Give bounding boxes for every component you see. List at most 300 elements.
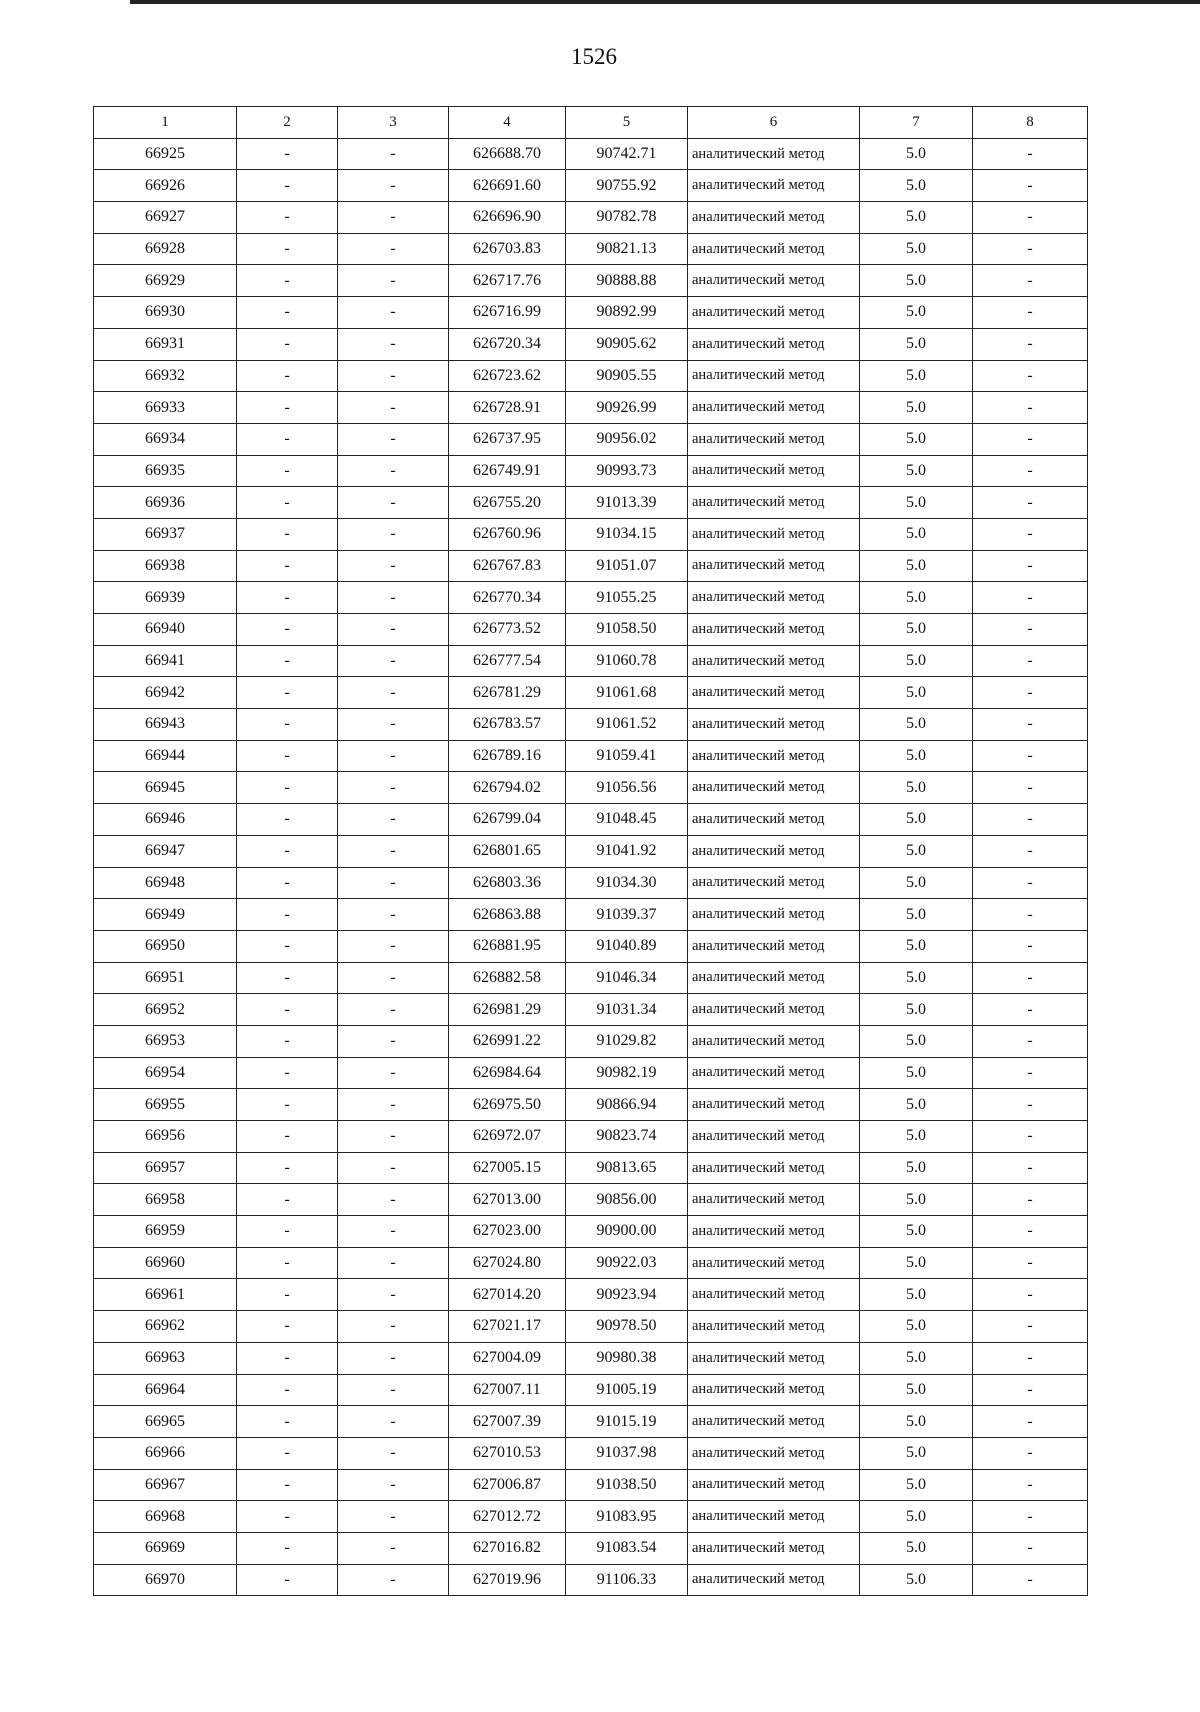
point-number-cell: 66954 (94, 1057, 237, 1089)
point-number-cell: 66938 (94, 550, 237, 582)
col8-value-cell: - (973, 1311, 1088, 1343)
point-number-cell: 66970 (94, 1564, 237, 1596)
col8-value-cell: - (973, 772, 1088, 804)
accuracy-cell: 5.0 (860, 1025, 973, 1057)
y-coordinate-cell: 90823.74 (566, 1121, 688, 1153)
table-row (94, 1437, 1088, 1469)
point-number-cell: 66953 (94, 1025, 237, 1057)
x-coordinate-cell: 626863.88 (449, 899, 566, 931)
point-number-cell: 66945 (94, 772, 237, 804)
method-cell: аналитический метод (688, 392, 860, 424)
col3-value-cell: - (338, 1564, 449, 1596)
x-coordinate-cell: 626749.91 (449, 455, 566, 487)
col2-value-cell: - (237, 835, 338, 867)
method-cell: аналитический метод (688, 772, 860, 804)
x-coordinate-cell: 627021.17 (449, 1311, 566, 1343)
x-coordinate-cell: 627016.82 (449, 1532, 566, 1564)
table-row (94, 1089, 1088, 1121)
accuracy-cell: 5.0 (860, 835, 973, 867)
table-row (94, 1121, 1088, 1153)
col3-value-cell: - (338, 1216, 449, 1248)
column-header-1: 1 (94, 107, 237, 139)
y-coordinate-cell: 91056.56 (566, 772, 688, 804)
point-number-cell: 66962 (94, 1311, 237, 1343)
col3-value-cell: - (338, 550, 449, 582)
y-coordinate-cell: 90782.78 (566, 202, 688, 234)
accuracy-cell: 5.0 (860, 392, 973, 424)
column-header-2: 2 (237, 107, 338, 139)
table-row (94, 740, 1088, 772)
method-cell: аналитический метод (688, 170, 860, 202)
y-coordinate-cell: 90980.38 (566, 1342, 688, 1374)
col8-value-cell: - (973, 170, 1088, 202)
point-number-cell: 66946 (94, 804, 237, 836)
x-coordinate-cell: 626720.34 (449, 328, 566, 360)
table-header (94, 107, 1088, 139)
method-cell: аналитический метод (688, 835, 860, 867)
accuracy-cell: 5.0 (860, 1057, 973, 1089)
method-cell: аналитический метод (688, 233, 860, 265)
point-number-cell: 66963 (94, 1342, 237, 1374)
y-coordinate-cell: 90905.62 (566, 328, 688, 360)
col2-value-cell: - (237, 1057, 338, 1089)
col3-value-cell: - (338, 899, 449, 931)
point-number-cell: 66950 (94, 930, 237, 962)
point-number-cell: 66948 (94, 867, 237, 899)
method-cell: аналитический метод (688, 930, 860, 962)
col8-value-cell: - (973, 1057, 1088, 1089)
accuracy-cell: 5.0 (860, 1311, 973, 1343)
accuracy-cell: 5.0 (860, 804, 973, 836)
method-cell: аналитический метод (688, 1437, 860, 1469)
x-coordinate-cell: 626789.16 (449, 740, 566, 772)
col8-value-cell: - (973, 233, 1088, 265)
table-row (94, 265, 1088, 297)
col2-value-cell: - (237, 899, 338, 931)
top-rule (130, 0, 1200, 4)
point-number-cell: 66967 (94, 1469, 237, 1501)
col8-value-cell: - (973, 392, 1088, 424)
method-cell: аналитический метод (688, 1216, 860, 1248)
x-coordinate-cell: 627013.00 (449, 1184, 566, 1216)
col2-value-cell: - (237, 1437, 338, 1469)
x-coordinate-cell: 626773.52 (449, 614, 566, 646)
col3-value-cell: - (338, 170, 449, 202)
header-row (94, 107, 1088, 139)
col3-value-cell: - (338, 487, 449, 519)
y-coordinate-cell: 91059.41 (566, 740, 688, 772)
x-coordinate-cell: 626728.91 (449, 392, 566, 424)
col8-value-cell: - (973, 518, 1088, 550)
point-number-cell: 66939 (94, 582, 237, 614)
col8-value-cell: - (973, 1564, 1088, 1596)
point-number-cell: 66941 (94, 645, 237, 677)
accuracy-cell: 5.0 (860, 138, 973, 170)
col3-value-cell: - (338, 994, 449, 1026)
method-cell: аналитический метод (688, 423, 860, 455)
accuracy-cell: 5.0 (860, 1501, 973, 1533)
col2-value-cell: - (237, 1184, 338, 1216)
method-cell: аналитический метод (688, 962, 860, 994)
x-coordinate-cell: 626981.29 (449, 994, 566, 1026)
point-number-cell: 66964 (94, 1374, 237, 1406)
point-number-cell: 66969 (94, 1532, 237, 1564)
col8-value-cell: - (973, 1025, 1088, 1057)
table-row (94, 614, 1088, 646)
col3-value-cell: - (338, 360, 449, 392)
col3-value-cell: - (338, 835, 449, 867)
accuracy-cell: 5.0 (860, 265, 973, 297)
method-cell: аналитический метод (688, 1184, 860, 1216)
point-number-cell: 66942 (94, 677, 237, 709)
y-coordinate-cell: 91055.25 (566, 582, 688, 614)
method-cell: аналитический метод (688, 1406, 860, 1438)
point-number-cell: 66936 (94, 487, 237, 519)
col3-value-cell: - (338, 455, 449, 487)
col2-value-cell: - (237, 1025, 338, 1057)
accuracy-cell: 5.0 (860, 328, 973, 360)
x-coordinate-cell: 626717.76 (449, 265, 566, 297)
point-number-cell: 66947 (94, 835, 237, 867)
col8-value-cell: - (973, 1406, 1088, 1438)
table-row (94, 455, 1088, 487)
method-cell: аналитический метод (688, 550, 860, 582)
table-row (94, 582, 1088, 614)
col2-value-cell: - (237, 138, 338, 170)
point-number-cell: 66929 (94, 265, 237, 297)
x-coordinate-cell: 626882.58 (449, 962, 566, 994)
table-row (94, 297, 1088, 329)
y-coordinate-cell: 91106.33 (566, 1564, 688, 1596)
table-row (94, 1532, 1088, 1564)
y-coordinate-cell: 90856.00 (566, 1184, 688, 1216)
col2-value-cell: - (237, 1469, 338, 1501)
x-coordinate-cell: 626691.60 (449, 170, 566, 202)
col3-value-cell: - (338, 1374, 449, 1406)
y-coordinate-cell: 91061.52 (566, 709, 688, 741)
col3-value-cell: - (338, 677, 449, 709)
accuracy-cell: 5.0 (860, 202, 973, 234)
col8-value-cell: - (973, 1469, 1088, 1501)
x-coordinate-cell: 627014.20 (449, 1279, 566, 1311)
point-number-cell: 66937 (94, 518, 237, 550)
col8-value-cell: - (973, 360, 1088, 392)
x-coordinate-cell: 626801.65 (449, 835, 566, 867)
table-row (94, 233, 1088, 265)
accuracy-cell: 5.0 (860, 297, 973, 329)
col3-value-cell: - (338, 1184, 449, 1216)
method-cell: аналитический метод (688, 360, 860, 392)
accuracy-cell: 5.0 (860, 582, 973, 614)
col8-value-cell: - (973, 677, 1088, 709)
col3-value-cell: - (338, 1152, 449, 1184)
method-cell: аналитический метод (688, 1564, 860, 1596)
point-number-cell: 66931 (94, 328, 237, 360)
col2-value-cell: - (237, 550, 338, 582)
method-cell: аналитический метод (688, 614, 860, 646)
table-row (94, 360, 1088, 392)
x-coordinate-cell: 627010.53 (449, 1437, 566, 1469)
table-row (94, 994, 1088, 1026)
table-row (94, 1564, 1088, 1596)
table-row (94, 1342, 1088, 1374)
x-coordinate-cell: 627004.09 (449, 1342, 566, 1374)
col2-value-cell: - (237, 645, 338, 677)
col8-value-cell: - (973, 835, 1088, 867)
y-coordinate-cell: 91041.92 (566, 835, 688, 867)
col8-value-cell: - (973, 1532, 1088, 1564)
col2-value-cell: - (237, 455, 338, 487)
col2-value-cell: - (237, 1532, 338, 1564)
table-body (94, 138, 1088, 1596)
col2-value-cell: - (237, 1216, 338, 1248)
column-header-5: 5 (566, 107, 688, 139)
method-cell: аналитический метод (688, 455, 860, 487)
y-coordinate-cell: 91040.89 (566, 930, 688, 962)
col3-value-cell: - (338, 392, 449, 424)
col3-value-cell: - (338, 772, 449, 804)
y-coordinate-cell: 91048.45 (566, 804, 688, 836)
y-coordinate-cell: 91058.50 (566, 614, 688, 646)
col2-value-cell: - (237, 328, 338, 360)
col2-value-cell: - (237, 518, 338, 550)
method-cell: аналитический метод (688, 1501, 860, 1533)
method-cell: аналитический метод (688, 709, 860, 741)
column-header-4: 4 (449, 107, 566, 139)
x-coordinate-cell: 626770.34 (449, 582, 566, 614)
y-coordinate-cell: 90926.99 (566, 392, 688, 424)
col2-value-cell: - (237, 1406, 338, 1438)
col3-value-cell: - (338, 297, 449, 329)
col8-value-cell: - (973, 1342, 1088, 1374)
accuracy-cell: 5.0 (860, 233, 973, 265)
table-row (94, 1247, 1088, 1279)
col8-value-cell: - (973, 328, 1088, 360)
col2-value-cell: - (237, 1121, 338, 1153)
x-coordinate-cell: 626803.36 (449, 867, 566, 899)
col3-value-cell: - (338, 1279, 449, 1311)
accuracy-cell: 5.0 (860, 423, 973, 455)
method-cell: аналитический метод (688, 740, 860, 772)
col2-value-cell: - (237, 740, 338, 772)
x-coordinate-cell: 627005.15 (449, 1152, 566, 1184)
col2-value-cell: - (237, 614, 338, 646)
table-row (94, 423, 1088, 455)
table-row (94, 1406, 1088, 1438)
method-cell: аналитический метод (688, 994, 860, 1026)
page-number: 1526 (571, 44, 617, 69)
method-cell: аналитический метод (688, 1057, 860, 1089)
accuracy-cell: 5.0 (860, 1374, 973, 1406)
y-coordinate-cell: 90813.65 (566, 1152, 688, 1184)
x-coordinate-cell: 626975.50 (449, 1089, 566, 1121)
y-coordinate-cell: 90866.94 (566, 1089, 688, 1121)
y-coordinate-cell: 90905.55 (566, 360, 688, 392)
table-row (94, 709, 1088, 741)
method-cell: аналитический метод (688, 1469, 860, 1501)
y-coordinate-cell: 91061.68 (566, 677, 688, 709)
col2-value-cell: - (237, 930, 338, 962)
y-coordinate-cell: 91034.15 (566, 518, 688, 550)
col2-value-cell: - (237, 1342, 338, 1374)
accuracy-cell: 5.0 (860, 899, 973, 931)
col8-value-cell: - (973, 1374, 1088, 1406)
col3-value-cell: - (338, 645, 449, 677)
accuracy-cell: 5.0 (860, 1342, 973, 1374)
col3-value-cell: - (338, 930, 449, 962)
x-coordinate-cell: 626688.70 (449, 138, 566, 170)
method-cell: аналитический метод (688, 328, 860, 360)
col3-value-cell: - (338, 1247, 449, 1279)
point-number-cell: 66926 (94, 170, 237, 202)
col8-value-cell: - (973, 455, 1088, 487)
y-coordinate-cell: 90755.92 (566, 170, 688, 202)
table-row (94, 1374, 1088, 1406)
point-number-cell: 66934 (94, 423, 237, 455)
y-coordinate-cell: 90888.88 (566, 265, 688, 297)
point-number-cell: 66949 (94, 899, 237, 931)
y-coordinate-cell: 91015.19 (566, 1406, 688, 1438)
col2-value-cell: - (237, 867, 338, 899)
point-number-cell: 66943 (94, 709, 237, 741)
accuracy-cell: 5.0 (860, 709, 973, 741)
col8-value-cell: - (973, 487, 1088, 519)
col2-value-cell: - (237, 709, 338, 741)
col3-value-cell: - (338, 202, 449, 234)
table-row (94, 202, 1088, 234)
x-coordinate-cell: 626760.96 (449, 518, 566, 550)
col8-value-cell: - (973, 1121, 1088, 1153)
accuracy-cell: 5.0 (860, 170, 973, 202)
table-row (94, 487, 1088, 519)
y-coordinate-cell: 90923.94 (566, 1279, 688, 1311)
y-coordinate-cell: 91029.82 (566, 1025, 688, 1057)
col3-value-cell: - (338, 582, 449, 614)
x-coordinate-cell: 627023.00 (449, 1216, 566, 1248)
method-cell: аналитический метод (688, 582, 860, 614)
method-cell: аналитический метод (688, 518, 860, 550)
point-number-cell: 66960 (94, 1247, 237, 1279)
column-header-7: 7 (860, 107, 973, 139)
col8-value-cell: - (973, 1184, 1088, 1216)
table-row (94, 1469, 1088, 1501)
col2-value-cell: - (237, 170, 338, 202)
col2-value-cell: - (237, 423, 338, 455)
method-cell: аналитический метод (688, 1247, 860, 1279)
method-cell: аналитический метод (688, 1532, 860, 1564)
y-coordinate-cell: 91083.95 (566, 1501, 688, 1533)
col3-value-cell: - (338, 1025, 449, 1057)
col2-value-cell: - (237, 804, 338, 836)
y-coordinate-cell: 90900.00 (566, 1216, 688, 1248)
col3-value-cell: - (338, 1311, 449, 1343)
y-coordinate-cell: 91034.30 (566, 867, 688, 899)
accuracy-cell: 5.0 (860, 645, 973, 677)
x-coordinate-cell: 627006.87 (449, 1469, 566, 1501)
y-coordinate-cell: 90956.02 (566, 423, 688, 455)
col8-value-cell: - (973, 1501, 1088, 1533)
col2-value-cell: - (237, 202, 338, 234)
col8-value-cell: - (973, 962, 1088, 994)
accuracy-cell: 5.0 (860, 867, 973, 899)
col3-value-cell: - (338, 518, 449, 550)
col3-value-cell: - (338, 1406, 449, 1438)
y-coordinate-cell: 91037.98 (566, 1437, 688, 1469)
point-number-cell: 66933 (94, 392, 237, 424)
col8-value-cell: - (973, 297, 1088, 329)
accuracy-cell: 5.0 (860, 1279, 973, 1311)
x-coordinate-cell: 626794.02 (449, 772, 566, 804)
point-number-cell: 66957 (94, 1152, 237, 1184)
col3-value-cell: - (338, 1501, 449, 1533)
accuracy-cell: 5.0 (860, 994, 973, 1026)
col3-value-cell: - (338, 867, 449, 899)
table-row (94, 550, 1088, 582)
col8-value-cell: - (973, 867, 1088, 899)
col2-value-cell: - (237, 233, 338, 265)
col2-value-cell: - (237, 1311, 338, 1343)
point-number-cell: 66928 (94, 233, 237, 265)
col3-value-cell: - (338, 138, 449, 170)
point-number-cell: 66925 (94, 138, 237, 170)
col3-value-cell: - (338, 709, 449, 741)
col2-value-cell: - (237, 677, 338, 709)
accuracy-cell: 5.0 (860, 1469, 973, 1501)
col8-value-cell: - (973, 804, 1088, 836)
y-coordinate-cell: 90922.03 (566, 1247, 688, 1279)
x-coordinate-cell: 627012.72 (449, 1501, 566, 1533)
accuracy-cell: 5.0 (860, 1089, 973, 1121)
accuracy-cell: 5.0 (860, 962, 973, 994)
point-number-cell: 66935 (94, 455, 237, 487)
accuracy-cell: 5.0 (860, 518, 973, 550)
col2-value-cell: - (237, 360, 338, 392)
accuracy-cell: 5.0 (860, 1152, 973, 1184)
accuracy-cell: 5.0 (860, 740, 973, 772)
method-cell: аналитический метод (688, 1342, 860, 1374)
col3-value-cell: - (338, 1121, 449, 1153)
accuracy-cell: 5.0 (860, 1216, 973, 1248)
col8-value-cell: - (973, 1279, 1088, 1311)
col8-value-cell: - (973, 550, 1088, 582)
point-number-cell: 66932 (94, 360, 237, 392)
accuracy-cell: 5.0 (860, 455, 973, 487)
method-cell: аналитический метод (688, 1025, 860, 1057)
table-row (94, 899, 1088, 931)
x-coordinate-cell: 626781.29 (449, 677, 566, 709)
col8-value-cell: - (973, 1216, 1088, 1248)
col8-value-cell: - (973, 645, 1088, 677)
col2-value-cell: - (237, 487, 338, 519)
col2-value-cell: - (237, 994, 338, 1026)
x-coordinate-cell: 627007.11 (449, 1374, 566, 1406)
x-coordinate-cell: 626881.95 (449, 930, 566, 962)
method-cell: аналитический метод (688, 804, 860, 836)
x-coordinate-cell: 626984.64 (449, 1057, 566, 1089)
x-coordinate-cell: 626723.62 (449, 360, 566, 392)
point-number-cell: 66927 (94, 202, 237, 234)
table-row (94, 518, 1088, 550)
accuracy-cell: 5.0 (860, 677, 973, 709)
method-cell: аналитический метод (688, 1279, 860, 1311)
point-number-cell: 66961 (94, 1279, 237, 1311)
col3-value-cell: - (338, 233, 449, 265)
method-cell: аналитический метод (688, 899, 860, 931)
table-row (94, 804, 1088, 836)
col2-value-cell: - (237, 962, 338, 994)
y-coordinate-cell: 90742.71 (566, 138, 688, 170)
accuracy-cell: 5.0 (860, 550, 973, 582)
